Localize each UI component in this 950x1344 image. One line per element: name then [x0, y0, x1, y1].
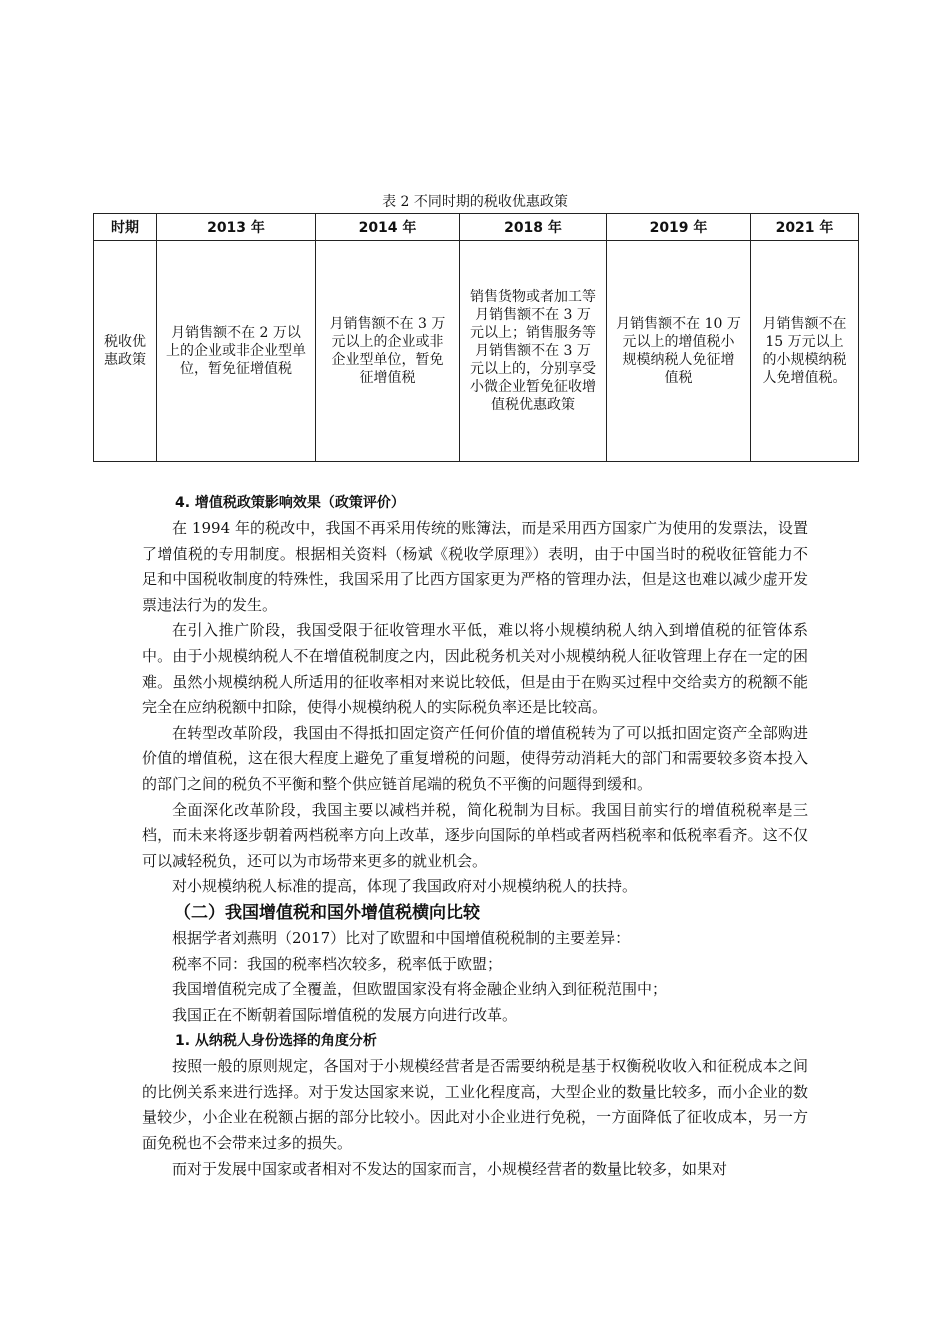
comparison-line: 税率不同：我国的税率档次较多，税率低于欧盟； [172, 954, 503, 973]
header-period: 时期 [94, 214, 157, 241]
cell-2014: 月销售额不在 3 万元以上的企业或非企业型单位，暂免征增值税 [316, 241, 460, 462]
cell-2018: 销售货物或者加工等月销售额不在 3 万元以上；销售服务等月销售额不在 3 万元以上的，分别享受小微企业暂免征收增值税优惠政策 [460, 241, 607, 462]
cell-2013: 月销售额不在 2 万以上的企业或非企业型单位，暂免征增值税 [157, 241, 316, 462]
header-2014: 2014 年 [316, 214, 460, 241]
table-caption: 表 2 不同时期的税收优惠政策 [382, 194, 568, 210]
header-2018: 2018 年 [460, 214, 607, 241]
paragraph: 对小规模纳税人标准的提高，体现了我国政府对小规模纳税人的扶持。 [172, 877, 638, 896]
paragraph: 在引入推广阶段，我国受限于征收管理水平低，难以将小规模纳税人纳入到增值税的征管体系中。由于小规模纳税人不在增值税制度之内，因此税务机关对小规模纳税人征收管理上存在一定的困难。虽然小规模纳税人所适用的征收率相对来说比较低，但是由于在购买过程中交给卖方的税额不能完全在应纳税额中扣除，使得小规模纳税人的实际税负率还是比较高。 [142, 621, 808, 717]
comparison-line: 根据学者刘燕明（2017）比对了欧盟和中国增值税税制的主要差异： [172, 928, 631, 947]
paragraph: 在 1994 年的税改中，我国不再采用传统的账簿法，而是采用西方国家广为使用的发票法，设置了增值税的专用制度。根据相关资料（杨斌《税收学原理》）表明，由于中国当时的税收征管能力不足和中国税收制度的特殊性，我国采用了比西方国家更为严格的管理办法，但是这也难以减少虚开发票违法行为的发生。 [142, 519, 808, 614]
cell-2019: 月销售额不在 10 万元以上的增值税小规模纳税人免征增值税 [607, 241, 751, 462]
table-row [94, 241, 859, 462]
row-label: 税收优惠政策 [94, 241, 157, 462]
cell-2021: 月销售额不在 15 万元以上的小规模纳税人免增值税。 [751, 241, 859, 462]
paragraph: 按照一般的原则规定，各国对于小规模经营者是否需要纳税是基于权衡税收收入和征税成本之间的比例关系来进行选择。对于发达国家来说，工业化程度高，大型企业的数量比较多，而小企业的数量较少，小企业在税额占据的部分比较小。因此对小企业进行免税，一方面降低了征收成本，另一方面免税也不会带来过多的损失。 [142, 1057, 808, 1153]
paragraph: 全面深化改革阶段，我国主要以减档并税，简化税制为目标。我国目前实行的增值税税率是三档，而未来将逐步朝着两档税率方向上改革，逐步向国际的单档或者两档税率和低税率看齐。这不仅可以减轻税负，还可以为市场带来更多的就业机会。 [142, 800, 808, 870]
document-body [142, 490, 808, 1182]
header-2019: 2019 年 [607, 214, 751, 241]
header-2021: 2021 年 [751, 214, 859, 241]
paragraph: 在转型改革阶段，我国由不得抵扣固定资产任何价值的增值税转为了可以抵扣固定资产全部购进价值的增值税，这在很大程度上避免了重复增税的问题，使得劳动消耗大的部门和需要较多资本投入的部门之间的税负不平衡和整个供应链首尾端的税负不平衡的问题得到缓和。 [142, 723, 808, 793]
section-heading-policy-effect: 4. 增值税政策影响效果（政策评价） [175, 495, 405, 511]
paragraph: 而对于发展中国家或者相对不发达的国家而言，小规模经营者的数量比较多，如果对 [172, 1159, 728, 1178]
table-header-row [94, 214, 859, 241]
section-heading-taxpayer-identity: 1. 从纳税人身份选择的角度分析 [175, 1033, 377, 1050]
header-2013: 2013 年 [157, 214, 316, 241]
tax-policy-table [93, 213, 859, 462]
section-heading-comparison: （二）我国增值税和国外增值税横向比较 [174, 902, 480, 923]
comparison-line: 我国增值税完成了全覆盖，但欧盟国家没有将金融企业纳入到征税范围中； [172, 980, 668, 999]
comparison-line: 我国正在不断朝着国际增值税的发展方向进行改革。 [172, 1005, 518, 1024]
